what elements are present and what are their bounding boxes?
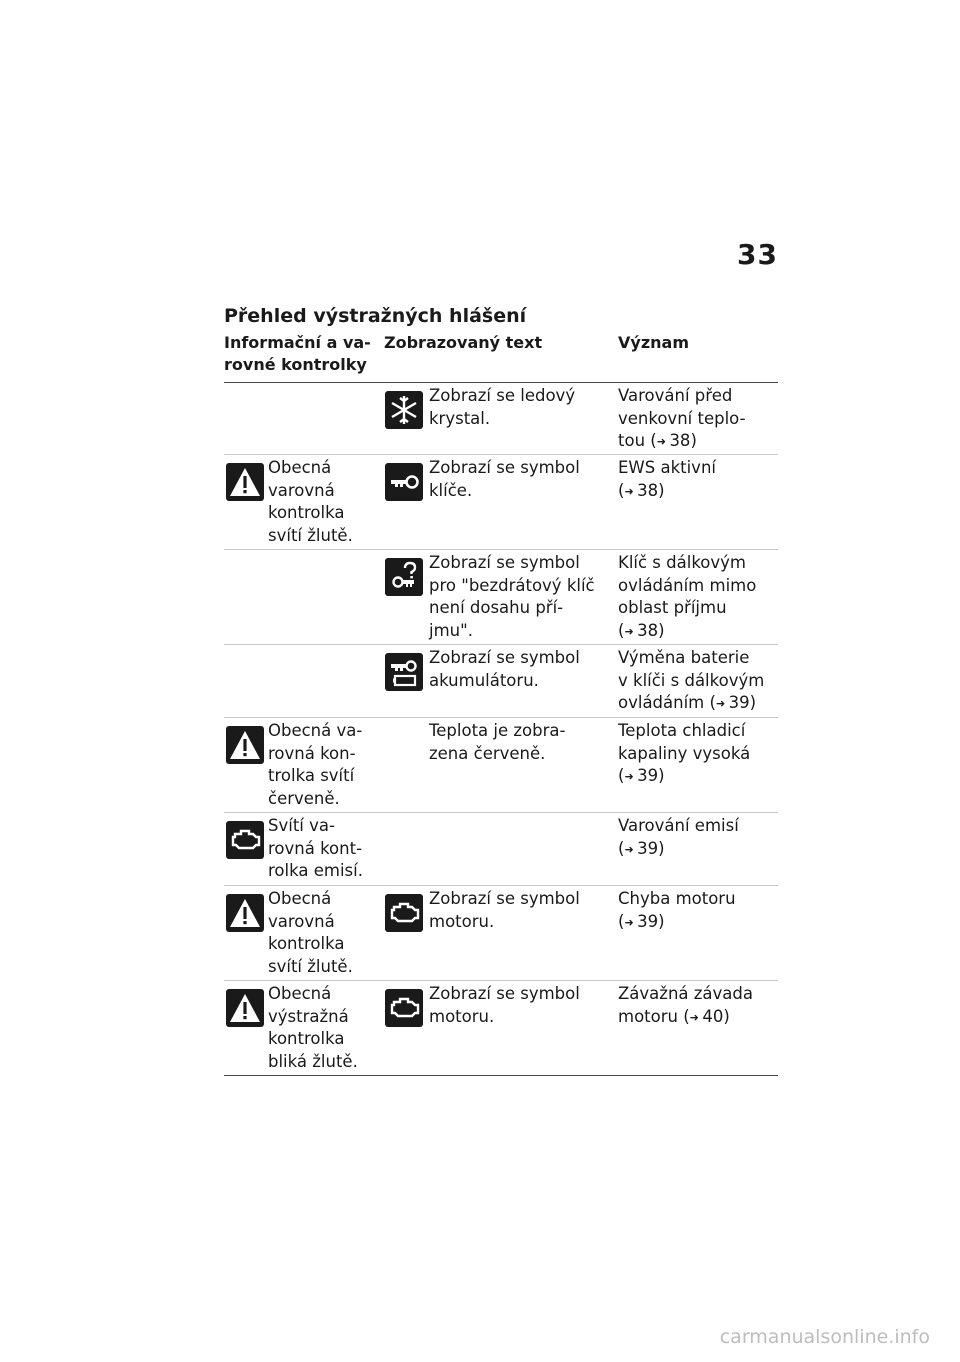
table-row: [224, 645, 778, 718]
table-row: [224, 813, 778, 886]
meaning-text: Teplota chladicí kapaliny vysoká: [618, 721, 751, 763]
page-reference-link[interactable]: 39: [637, 911, 659, 931]
ref-paren-close: ): [723, 1006, 730, 1026]
display-text: Zobrazí se symbol pro "bezdrátový klíč není dosahu pří- jmu".: [429, 553, 595, 640]
ref-paren: (: [618, 911, 625, 931]
meaning-text: Výměna baterie v klíči s dálkovým ovládáním: [618, 648, 765, 712]
ref-paren: (: [677, 1006, 690, 1026]
page-reference-link[interactable]: 39: [637, 766, 659, 785]
ref-paren: (: [618, 620, 625, 640]
meaning-text: Varování emisí: [618, 816, 739, 835]
table-row: [224, 383, 778, 455]
display-text: Zobrazí se ledový krystal.: [429, 386, 576, 428]
table-row: [224, 718, 778, 813]
indicator-text: Obecná výstražná kontrolka bliká žlutě.: [268, 984, 358, 1071]
meaning-cell: [618, 552, 780, 643]
engine-icon: [385, 894, 423, 932]
table-row: [224, 886, 778, 981]
section-heading: Přehled výstražných hlášení: [224, 305, 527, 327]
display-text: Zobrazí se symbol klíče.: [429, 458, 580, 500]
page-reference-link[interactable]: 40: [702, 1006, 724, 1026]
page-reference-link[interactable]: 38: [669, 431, 691, 450]
page-number: 33: [737, 238, 778, 271]
arrow-right-icon: ➜: [624, 842, 638, 856]
ref-paren: (: [618, 766, 625, 785]
ref-paren: (: [704, 693, 716, 712]
warning-triangle-icon: [226, 894, 264, 932]
meaning-cell: [618, 720, 780, 789]
key-question-icon: [385, 558, 423, 596]
page-reference-link[interactable]: 38: [637, 480, 659, 500]
arrow-right-icon: ➜: [624, 484, 638, 498]
meaning-text: Chyba motoru: [618, 889, 736, 908]
engine-icon: [385, 989, 423, 1027]
meaning-cell: [618, 888, 780, 934]
display-text: Zobrazí se symbol akumulátoru.: [429, 648, 580, 690]
table-header: [224, 332, 778, 383]
warning-table: [224, 332, 778, 1076]
meaning-cell: [618, 815, 780, 861]
ref-paren-close: ): [658, 838, 665, 858]
display-text: Zobrazí se symbol motoru.: [429, 889, 580, 931]
meaning-text: Klíč s dálkovým ovládáním mimo oblast příjmu: [618, 553, 757, 617]
ref-paren-close: ): [749, 693, 757, 712]
warning-triangle-icon: [226, 463, 264, 501]
meaning-cell: [618, 647, 780, 716]
table-row: [224, 550, 778, 645]
key-icon: [385, 463, 423, 501]
page-reference-link[interactable]: 39: [637, 838, 659, 858]
arrow-right-icon: ➜: [689, 1010, 703, 1024]
meaning-text: Varování před venkovní teplo- tou: [618, 386, 746, 450]
engine-icon: [226, 821, 264, 859]
warning-triangle-icon: [226, 726, 264, 764]
col-header-meaning: Význam: [618, 333, 689, 352]
ref-paren: (: [618, 838, 625, 858]
snowflake-icon: [385, 391, 423, 429]
ref-paren-close: ): [658, 480, 665, 500]
table-body: [224, 383, 778, 1076]
ref-paren: (: [618, 480, 625, 500]
indicator-text: Obecná varovná kontrolka svítí žlutě.: [268, 889, 353, 976]
display-text: Zobrazí se symbol motoru.: [429, 984, 580, 1026]
arrow-right-icon: ➜: [624, 624, 638, 638]
meaning-cell: [618, 385, 780, 454]
ref-paren: (: [645, 431, 657, 450]
arrow-right-icon: ➜: [624, 770, 638, 783]
key-battery-icon: [385, 653, 423, 691]
arrow-right-icon: ➜: [715, 697, 729, 710]
footer-watermark: carmanualsonline.info: [719, 1326, 930, 1348]
arrow-right-icon: ➜: [624, 915, 638, 929]
indicator-text: Obecná va- rovná kon- trolka svítí červeně.: [268, 721, 363, 808]
ref-paren-close: ): [658, 766, 665, 785]
meaning-cell: [618, 983, 780, 1029]
table-row: [224, 981, 778, 1076]
col-header-display: Zobrazovaný text: [384, 333, 543, 352]
meaning-cell: [618, 457, 780, 503]
meaning-text: EWS aktivní: [618, 458, 716, 477]
page-reference-link[interactable]: 38: [637, 620, 659, 640]
ref-paren-close: ): [658, 911, 665, 931]
warning-triangle-icon: [226, 989, 264, 1027]
ref-paren-close: ): [690, 431, 697, 450]
arrow-right-icon: ➜: [656, 435, 670, 448]
indicator-text: Svítí va- rovná kont- rolka emisí.: [268, 816, 363, 880]
table-row: [224, 455, 778, 550]
display-text: Teplota je zobra- zena červeně.: [429, 721, 566, 763]
col-header-indicator: Informační a va- rovné kontrolky: [224, 333, 371, 374]
page-reference-link[interactable]: 39: [728, 693, 750, 712]
meaning-text: Závažná závada motoru: [618, 984, 753, 1026]
ref-paren-close: ): [658, 620, 665, 640]
indicator-text: Obecná varovná kontrolka svítí žlutě.: [268, 458, 353, 545]
